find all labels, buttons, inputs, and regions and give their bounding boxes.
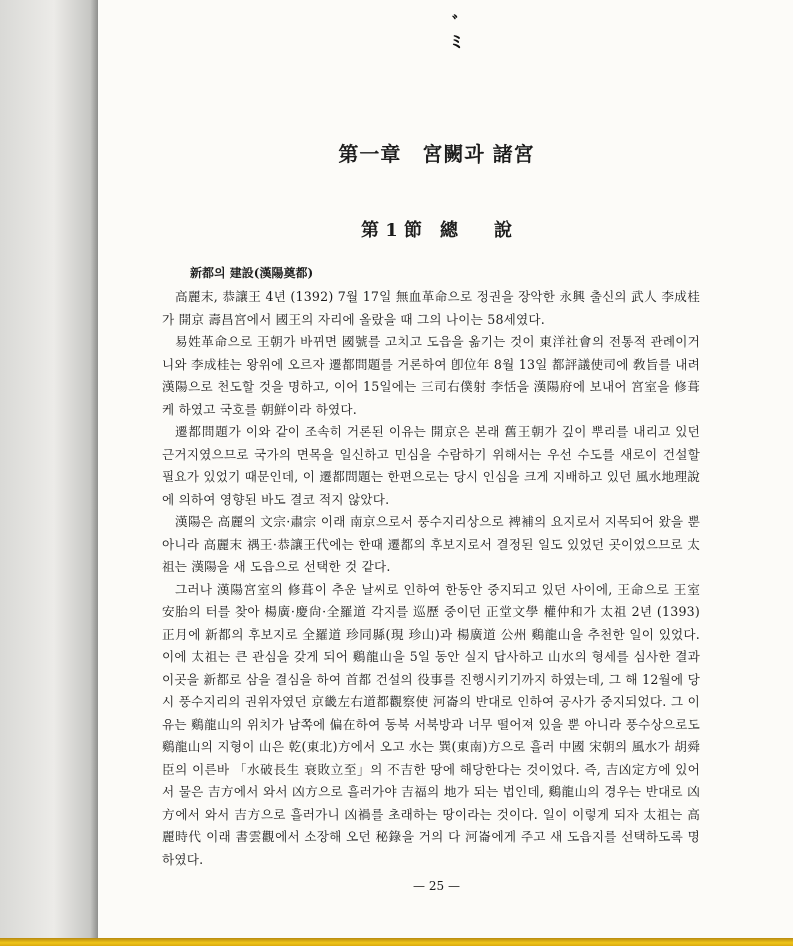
scan-edge — [0, 938, 793, 946]
page-number: — 25 — — [413, 879, 460, 893]
body-text — [162, 286, 700, 871]
paragraph: 高麗末, 恭讓王 4년 (1392) 7월 17일 無血革命으로 정권을 장악한 永興 출신의 武人 李成桂가 開京 壽昌宮에서 國王의 자리에 올랐을 때 그의 나이는 58세였다. — [162, 289, 700, 327]
paragraph: 漢陽은 高麗의 文宗·肅宗 이래 南京으로서 풍수지리상으로 裨補의 요지로서 지목되어 왔을 뿐 아니라 高麗末 禑王·恭讓王代에는 한때 遷都의 후보지로서 결정된 일도 있었던 곳이었으므로 太祖는 漢陽을 새 도읍으로 선택한 것 같다. — [162, 514, 700, 574]
subheading: 新都의 建設(漢陽奠都) — [190, 266, 314, 280]
ink-mark-icon: ﾞ ﾐ — [452, 14, 461, 53]
paragraph: 그러나 漢陽宮室의 修葺이 추운 날씨로 인하여 한동안 중지되고 있던 사이에, 王命으로 王室安胎의 터를 찾아 楊廣·慶尙·全羅道 각지를 巡歷 중이던 正堂文學 權仲和가 太祖 2년 (1393) 正月에 新都의 후보지로 全羅道 珍同縣(現 珍山)과 楊廣道 公州 鷄龍山을 추천한 일이 있었다. 이에 太祖는 큰 관심을 갖게 되어 鷄龍山을 5일 동안 실지 답사하고 山水의 형세를 심사한 결과 이곳을 新都로 삼을 결심을 하여 首都 건설의 役事를 진행시키기까지 하였는데, 그 해 12월에 당시 풍수지리의 권위자였던 京畿左右道都觀察使 河崙의 반대로 인하여 공사가 중지되었다. 그 이유는 鷄龍山의 위치가 남쪽에 偏在하여 동북 서북방과 너무 떨어져 있을 뿐 아니라 풍수상으로도 鷄龍山의 지형이 山은 乾(東北)方에서 오고 水는 巽(東南)方으로 흘러 中國 宋朝의 風水가 胡舜臣의 이른바 「水破長生 衰敗立至」의 不吉한 땅에 해당한다는 것이었다. 즉, 吉凶定方에 있어서 물은 吉方에서 와서 凶方으로 흘러가야 吉福의 地가 되는 법인데, 鷄龍山의 경우는 반대로 凶方에서 와서 吉方으로 흘러가니 凶禍를 초래하는 땅이라는 것이다. 일이 이렇게 되자 太祖는 高麗時代 이래 書雲觀에서 소장해 오던 秘錄을 거의 다 河崙에게 주고 새 도읍지를 선택하도록 명하였다. — [162, 581, 700, 867]
section-title: 第 1 節 總 說 — [360, 220, 513, 241]
paragraph: 易姓革命으로 王朝가 바뀌면 國號를 고치고 도읍을 옮기는 것이 東洋社會의 전통적 관례이거니와 李成桂는 왕위에 오르자 遷都問題를 거론하여 卽位年 8월 13일 都評議使司에 敎旨를 내려 漢陽으로 천도할 것을 명하고, 이어 15일에는 三司右僕射 李恬을 漢陽府에 보내어 宮室을 修葺케 하였고 국호를 朝鮮이라 하였다. — [162, 334, 700, 417]
chapter-title: 第一章 宮闕과 諸宮 — [338, 142, 535, 166]
paragraph: 遷都問題가 이와 같이 조속히 거론된 이유는 開京은 본래 舊王朝가 깊이 뿌리를 내리고 있던 근거지였으므로 국가의 면목을 일신하고 민심을 수람하기 위해서는 우선 수도를 새로이 건설할 필요가 있었기 때문인데, 이 遷都問題는 한편으로는 당시 인심을 크게 지배하고 있던 風水地理說에 의하여 영향된 바도 결코 적지 않았다. — [162, 424, 700, 507]
